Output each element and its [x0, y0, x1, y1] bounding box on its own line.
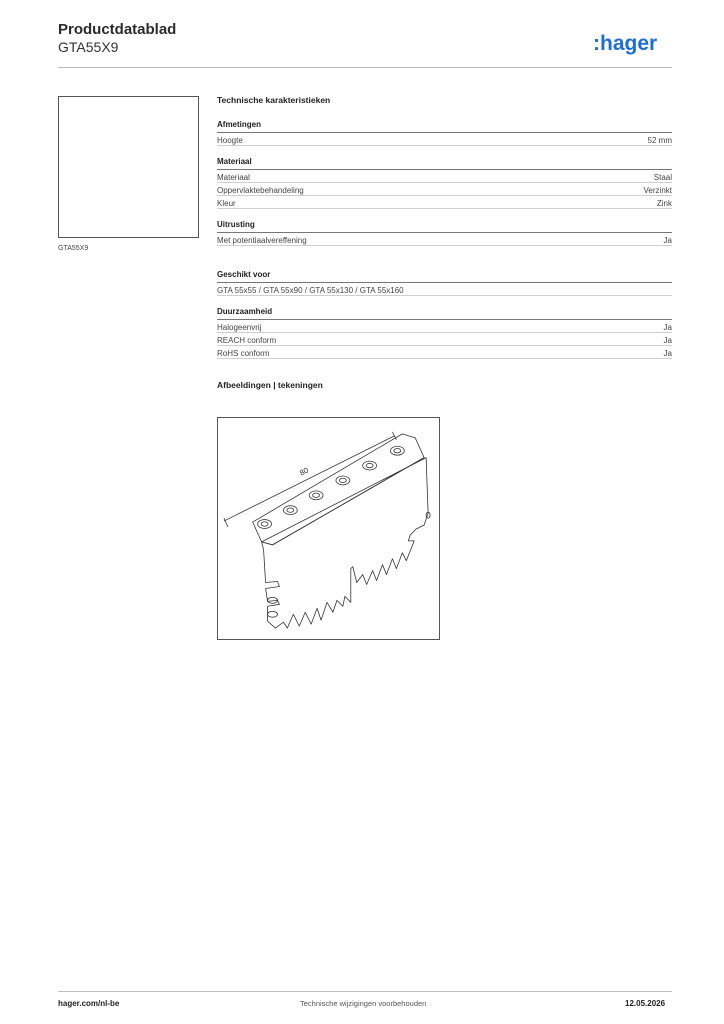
header-divider	[58, 67, 672, 68]
screw-hole-inner	[394, 449, 401, 453]
footer-notice: Technische wijzigingen voorbehouden	[300, 999, 427, 1008]
spec-row	[217, 320, 672, 333]
spec-row	[217, 133, 672, 146]
spec-row	[217, 196, 672, 209]
spec-label: GTA 55x55 / GTA 55x90 / GTA 55x130 / GTA 55x160	[217, 286, 404, 295]
spec-value: Staal	[653, 173, 672, 182]
footer-website-link[interactable]: hager.com/nl-be	[58, 999, 120, 1008]
bracket-vertical-plate	[262, 458, 428, 628]
section-material	[217, 157, 672, 209]
spec-label: Met potentiaalvereffening	[217, 236, 307, 245]
spec-value: Ja	[663, 323, 672, 332]
spec-value: Zink	[656, 199, 672, 208]
section-title: Duurzaamheid	[217, 307, 672, 320]
screw-hole-inner	[313, 493, 320, 497]
section-title: Geschikt voor	[217, 270, 672, 283]
drawings-heading: Afbeeldingen | tekeningen	[217, 380, 323, 390]
section-title: Materiaal	[217, 157, 672, 170]
page-title: Productdatablad	[58, 21, 177, 38]
spec-row	[217, 346, 672, 359]
spec-row	[217, 283, 672, 296]
technical-specs	[217, 94, 672, 391]
spec-label: REACH conform	[217, 336, 277, 345]
spec-row	[217, 233, 672, 246]
screw-holes	[258, 446, 405, 528]
section-title: Uitrusting	[217, 220, 672, 233]
spec-value: Ja	[663, 336, 672, 345]
screw-hole-inner	[339, 478, 346, 482]
screw-hole	[363, 461, 377, 470]
spec-label: Materiaal	[217, 173, 250, 182]
section-equipment	[217, 220, 672, 246]
dimension-line	[224, 436, 394, 521]
spec-row	[217, 333, 672, 346]
screw-hole	[283, 506, 297, 515]
spec-value: Ja	[663, 349, 672, 358]
section-title: Afmetingen	[217, 120, 672, 133]
spec-label: Oppervlaktebehandeling	[217, 186, 304, 195]
product-image-caption: GTA55X9	[58, 245, 89, 252]
spec-row	[217, 183, 672, 196]
screw-hole	[309, 491, 323, 500]
screw-hole-inner	[287, 508, 294, 512]
section-dimensions	[217, 120, 672, 146]
spec-label: Kleur	[217, 199, 236, 208]
spec-value: 52 mm	[647, 136, 672, 145]
product-image-placeholder	[58, 96, 199, 238]
screw-hole	[390, 446, 404, 455]
logo-text: :hager	[593, 32, 658, 55]
spec-label: RoHS conform	[217, 349, 270, 358]
screw-hole	[258, 520, 272, 529]
hager-logo[interactable]	[593, 26, 675, 60]
footer-divider	[58, 991, 672, 992]
section-sustainability	[217, 307, 672, 359]
spec-value: Ja	[663, 236, 672, 245]
section-suitable-for	[217, 270, 672, 296]
product-code: GTA55X9	[58, 39, 119, 55]
dimension-label: 80	[298, 465, 311, 478]
spec-label: Hoogte	[217, 136, 243, 145]
screw-hole-inner	[261, 522, 268, 526]
screw-hole-inner	[366, 463, 373, 467]
spec-row	[217, 170, 672, 183]
specs-heading: Technische karakteristieken	[217, 95, 331, 105]
footer-date: 12.05.2026	[625, 999, 666, 1008]
mounting-hole	[268, 611, 278, 617]
screw-hole	[336, 476, 350, 485]
bracket-top-flange	[253, 434, 424, 545]
spec-value: Verzinkt	[643, 186, 672, 195]
spec-label: Halogeenvrij	[217, 323, 262, 332]
technical-drawing	[217, 417, 440, 640]
